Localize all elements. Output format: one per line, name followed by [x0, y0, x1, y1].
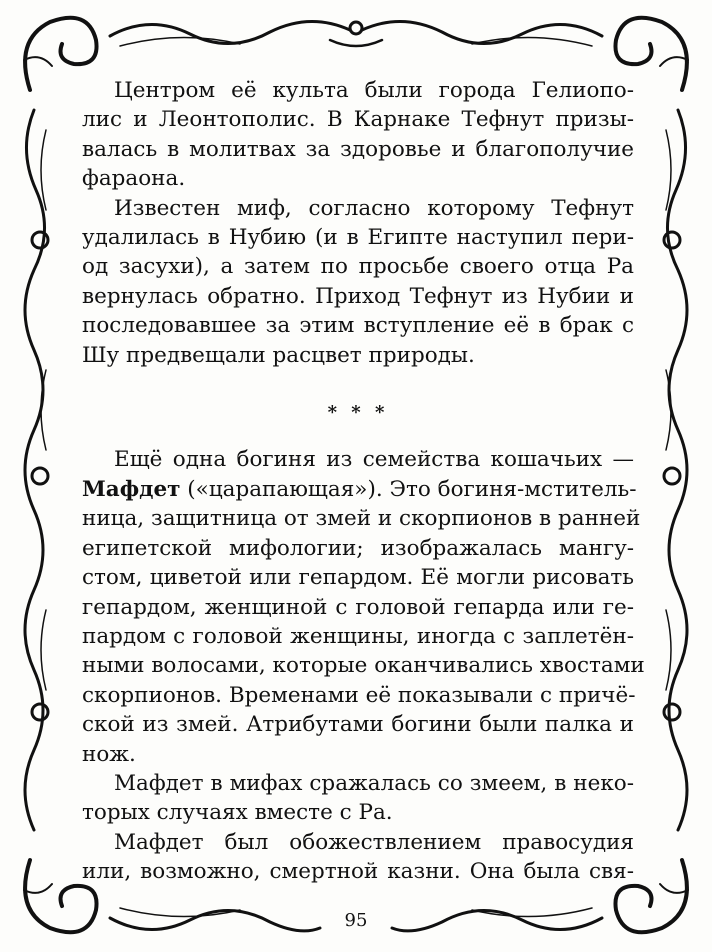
text-fragment: («царапающая»). Это богиня-мститель- [180, 476, 637, 502]
text-line: Мафдет в мифах сражалась со змеем, в неко- [114, 770, 634, 796]
paragraph-cult-centers [82, 76, 634, 194]
text-line: од засухи), а затем по просьбе своего отца Ра [82, 254, 634, 280]
text-line: удалилась в Нубию (и в Египте наступил пери- [82, 225, 634, 251]
text-line: Шу предвещали расцвет природы. [82, 342, 475, 368]
text-line: египетской мифологии; изображалась мангу- [82, 535, 634, 561]
left-border-ornament [25, 110, 48, 830]
paragraph-mafdet-intro [82, 445, 645, 768]
page-number: 95 [344, 910, 368, 931]
text-line: фараона. [82, 166, 186, 192]
text-line: скорпионов. Временами её показывали с причё- [82, 682, 636, 708]
paragraph-mafdet-justice [82, 828, 634, 887]
right-border-ornament [664, 110, 687, 830]
text-line [82, 475, 637, 504]
paragraph-mafdet-battle [82, 769, 634, 828]
text-line: лис и Леонтополис. В Карнаке Тефнут призы- [82, 107, 634, 133]
top-border-ornament [110, 21, 602, 46]
deity-name-mafdet: Мафдет [82, 476, 181, 502]
text-line: гепардом, женщиной с головой гепарда или ге- [82, 594, 634, 620]
paragraph-nubia-myth [82, 194, 634, 370]
text-line: Ещё одна богиня из семейства кошачьих — [114, 447, 634, 473]
text-line: Центром её культа были города Гелиопо- [114, 78, 634, 103]
text-line: вернулась обратно. Приход Тефнут из Нубии и [82, 283, 634, 309]
text-line: последовавшее за этим вступление её в брак с [82, 313, 634, 339]
text-line: ными волосами, которые оканчивались хвостами [82, 653, 645, 679]
text-line: Известен миф, согласно которому Тефнут [114, 195, 634, 221]
text-line: стом, циветой или гепардом. Её могли рисовать [82, 565, 634, 591]
text-line: валась в молитвах за здоровье и благополучие [82, 136, 634, 162]
text-line: торых случаях вместе с Ра. [82, 800, 393, 826]
section-separator: * * * [327, 402, 389, 424]
text-line: пардом с головой женщины, иногда с заплетён- [82, 623, 634, 649]
text-line: ница, защитница от змей и скорпионов в ранней [82, 506, 641, 532]
text-line: Мафдет был обожествлением правосудия [114, 829, 634, 855]
body-text [82, 76, 645, 887]
text-line: нож. [82, 741, 136, 767]
text-line: ской из змей. Атрибутами богини были палка и [82, 712, 634, 738]
text-line: или, возможно, смертной казни. Она была свя- [82, 859, 634, 885]
